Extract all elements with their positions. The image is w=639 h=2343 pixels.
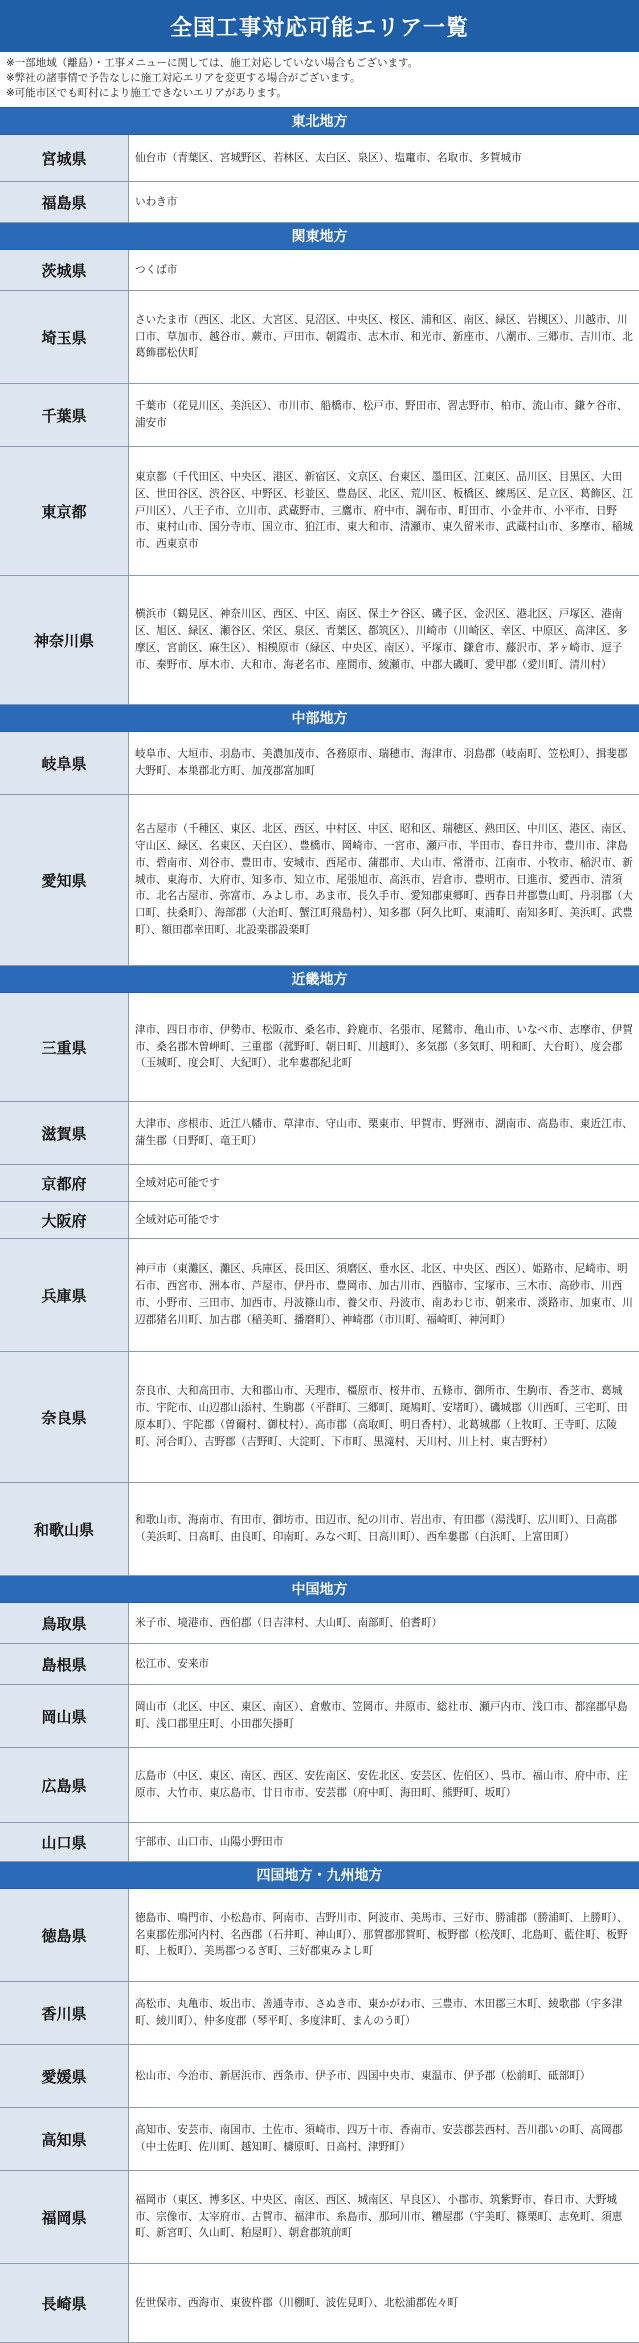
- prefecture-name: 高知県: [0, 2108, 129, 2170]
- city-list: [129, 1102, 639, 1164]
- region-header: 近畿地方: [0, 966, 639, 993]
- prefecture-name: 福島県: [0, 182, 129, 222]
- city-list-text: 津市、四日市市、伊勢市、松阪市、桑名市、鈴鹿市、名張市、尾鷲市、亀山市、いなべ市、志摩市、伊賀市、桑名郡木曽岬町、三重郡（菰野町、朝日町、川越町）、多気郡（多気町、明和町、大台町）、度会郡（玉城町、度会町、大紀町）、北牟婁郡紀北町: [135, 1023, 633, 1070]
- city-list: [129, 993, 639, 1101]
- table-row: [0, 2171, 639, 2264]
- city-list: [129, 1823, 639, 1861]
- city-list-text: 全域対応可能です: [135, 1213, 220, 1226]
- city-list-text: 和歌山市、海南市、有田市、御坊市、田辺市、紀の川市、岩出市、有田郡（湯浅町、広川町）、日高郡（美浜町、日高町、由良町、印南町、みなべ町、日高川町）、西牟婁郡（白浜町、上富田町）: [135, 1514, 618, 1543]
- table-row: [0, 447, 639, 576]
- city-list-text: いわき市: [135, 195, 178, 208]
- table-row: [0, 1102, 639, 1165]
- table-row: [0, 993, 639, 1102]
- region-header: 東北地方: [0, 108, 639, 135]
- table-row: [0, 1352, 639, 1483]
- prefecture-name: 茨城県: [0, 250, 129, 290]
- prefecture-name: 岐阜県: [0, 732, 129, 794]
- table-row: [0, 1823, 639, 1862]
- city-list-text: 東京都（千代田区、中央区、港区、新宿区、文京区、台東区、墨田区、江東区、品川区、目黒区、大田区、世田谷区、渋谷区、中野区、杉並区、豊島区、北区、荒川区、板橋区、練馬区、足立区、葛飾区、江戸川区）、八王子市、立川市、武蔵野市、三鷹市、府中市、調布市、町田市、小金井市、小平市、日野市、東村山市、国分寺市、国立市、狛江市、東大和市、清瀬市、東久留米市、武蔵村山市、多摩市、稲城市、西東京市: [135, 471, 633, 551]
- table-row: [0, 1748, 639, 1823]
- city-list-text: 名古屋市（千種区、東区、北区、西区、中村区、中区、昭和区、瑞穂区、熱田区、中川区、港区、南区、守山区、緑区、名東区、天白区）、豊橋市、岡崎市、一宮市、瀬戸市、半田市、春日井市、豊川市、津島市、碧南市、刈谷市、豊田市、安城市、西尾市、蒲郡市、犬山市、常滑市、江南市、小牧市、稲沢市、新城市、東海市、大府市、知多市、知立市、尾張旭市、高浜市、岩倉市、豊明市、日進市、愛西市、清須市、北名古屋市、弥富市、みよし市、あま市、長久手市、愛知郡東郷町、西春日井郡豊山町、丹羽郡（大口町、扶桑町）、海部郡（大治町、蟹江町飛島村）、知多郡（阿久比町、東浦町、南知多町、美浜町、武豊町）、額田郡幸田町、北設楽郡設楽町: [135, 823, 633, 936]
- prefecture-name: 島根県: [0, 1644, 129, 1684]
- city-list-text: 神戸市（東灘区、灘区、兵庫区、長田区、須磨区、垂水区、北区、中央区、西区）、姫路市、尼崎市、明石市、西宮市、洲本市、芦屋市、伊丹市、豊岡市、加古川市、西脇市、宝塚市、三木市、高砂市、川西市、小野市、三田市、加西市、丹波篠山市、養父市、丹波市、南あわじ市、朝来市、淡路市、加東市、川辺郡猪名川町、加古郡（稲美町、播磨町）、神崎郡（市川町、福崎町、神河町）: [135, 1263, 633, 1326]
- city-list: [129, 2108, 639, 2170]
- table-row: [0, 250, 639, 291]
- city-list-text: 全域対応可能です: [135, 1176, 220, 1189]
- table-row: [0, 2108, 639, 2171]
- city-list-text: つくば市: [135, 263, 178, 276]
- prefecture-name: 徳島県: [0, 1889, 129, 1981]
- city-list-text: 松山市、今治市、新居浜市、西条市、伊予市、四国中央市、東温市、伊予郡（松前町、砥部町）: [135, 2069, 591, 2082]
- prefecture-name: 東京都: [0, 447, 129, 575]
- city-list-text: 佐世保市、西海市、東彼杵郡（川棚町、波佐見町）、北松浦郡佐々町: [135, 2296, 459, 2309]
- region-header: 関東地方: [0, 223, 639, 250]
- table-row: [0, 1165, 639, 1202]
- prefecture-name: 奈良県: [0, 1352, 129, 1482]
- prefecture-name: 京都府: [0, 1165, 129, 1201]
- prefecture-name: 長崎県: [0, 2264, 129, 2342]
- table-row: [0, 1889, 639, 1982]
- prefecture-name: 滋賀県: [0, 1102, 129, 1164]
- city-list: [129, 1483, 639, 1575]
- note-line: ※可能市区でも町村により施工できないエリアがあります。: [6, 87, 287, 99]
- table-row: [0, 1202, 639, 1239]
- region-header: 中国地方: [0, 1576, 639, 1603]
- page-title: 全国工事対応可能エリア一覧: [0, 0, 639, 52]
- city-list: [129, 576, 639, 704]
- city-list: [129, 732, 639, 794]
- city-list: [129, 1603, 639, 1643]
- notes: [0, 52, 639, 107]
- city-list: [129, 1748, 639, 1822]
- prefecture-name: 神奈川県: [0, 576, 129, 704]
- city-list: [129, 1982, 639, 2044]
- city-list-text: 千葉市（花見川区、美浜区）、市川市、船橋市、松戸市、野田市、習志野市、柏市、流山市、鎌ケ谷市、浦安市: [135, 400, 628, 429]
- city-list: [129, 1644, 639, 1684]
- table-row: [0, 1685, 639, 1748]
- prefecture-name: 香川県: [0, 1982, 129, 2044]
- city-list: [129, 250, 639, 290]
- prefecture-name: 埼玉県: [0, 291, 129, 383]
- city-list: [129, 795, 639, 965]
- table-row: [0, 795, 639, 966]
- city-list: [129, 1202, 639, 1238]
- city-list-text: 徳島市、鳴門市、小松島市、阿南市、吉野川市、阿波市、美馬市、三好市、勝浦郡（勝浦町、上勝町）、名東郡佐那河内村、名西郡（石井町、神山町）、那賀郡那賀町、板野郡（松茂町、北島町、藍住町、板野町、上板町）、美馬郡つるぎ町、三好郡東みよし町: [135, 1911, 628, 1958]
- region-header: 四国地方・九州地方: [0, 1862, 639, 1889]
- city-list-text: 岐阜市、大垣市、羽島市、美濃加茂市、各務原市、瑞穂市、海津市、羽島郡（岐南町、笠松町）、揖斐郡大野町、本巣郡北方町、加茂郡富加町: [135, 748, 628, 777]
- table-row: [0, 384, 639, 447]
- city-list-text: 横浜市（鶴見区、神奈川区、西区、中区、南区、保土ケ谷区、磯子区、金沢区、港北区、戸塚区、港南区、旭区、緑区、瀬谷区、栄区、泉区、青葉区、都筑区）、川崎市（川崎区、幸区、中原区、高津区、多摩区、宮前区、麻生区）、相模原市（緑区、中央区、南区）、平塚市、鎌倉市、藤沢市、茅ヶ崎市、逗子市、秦野市、厚木市、大和市、海老名市、座間市、綾瀬市、中郡大磯町、愛甲郡（愛川町、清川村）: [135, 608, 628, 671]
- prefecture-name: 愛媛県: [0, 2045, 129, 2107]
- city-list: [129, 447, 639, 575]
- city-list-text: 奈良市、大和高田市、大和郡山市、天理市、橿原市、桜井市、五條市、御所市、生駒市、香芝市、葛城市、宇陀市、山辺郡山添村、生駒郡（平群町、三郷町、斑鳩町、安堵町）、磯城郡（川西町、三宅町、田原本町）、宇陀郡（曽爾村、御杖村）、高市郡（高取町、明日香村）、北葛城郡（上牧町、王寺町、広陵町、河合町）、吉野郡（吉野町、大淀町、下市町、黒滝村、天川村、川上村、東吉野村）: [135, 1385, 628, 1448]
- city-list-text: 松江市、安来市: [135, 1657, 210, 1670]
- city-list: [129, 1239, 639, 1351]
- city-list-text: 宇部市、山口市、山陽小野田市: [135, 1835, 284, 1848]
- city-list-text: 米子市、境港市、西伯郡（日吉津村、大山町、南部町、伯耆町）: [135, 1616, 443, 1629]
- city-list-text: 岡山市（北区、中区、東区、南区）、倉敷市、笠岡市、井原市、総社市、瀬戸内市、浅口市、都窪郡早島町、浅口郡里庄町、小田郡矢掛町: [135, 1701, 628, 1730]
- region-header: 中部地方: [0, 705, 639, 732]
- table-row: [0, 291, 639, 384]
- city-list: [129, 135, 639, 181]
- area-table: [0, 107, 639, 2343]
- table-row: [0, 135, 639, 182]
- note-line: ※一部地域（離島）・工事メニューに関しては、施工対応していない場合もございます。: [6, 57, 419, 69]
- city-list-text: 高知市、安芸市、南国市、土佐市、須崎市、四万十市、香南市、安芸郡芸西村、吾川郡いの町、高岡郡（中土佐町、佐川町、越知町、檮原町、日高村、津野町）: [135, 2124, 623, 2153]
- prefecture-name: 宮城県: [0, 135, 129, 181]
- city-list: [129, 182, 639, 222]
- city-list: [129, 1352, 639, 1482]
- prefecture-name: 岡山県: [0, 1685, 129, 1747]
- prefecture-name: 千葉県: [0, 384, 129, 446]
- table-row: [0, 1603, 639, 1644]
- prefecture-name: 広島県: [0, 1748, 129, 1822]
- city-list: [129, 2264, 639, 2342]
- table-row: [0, 1239, 639, 1352]
- city-list-text: 広島市（中区、東区、南区、西区、安佐南区、安佐北区、安芸区、佐伯区）、呉市、福山市、府中市、庄原市、大竹市、東広島市、廿日市市、安芸郡（府中町、海田町、熊野町、坂町）: [135, 1770, 628, 1799]
- city-list-text: 高松市、丸亀市、坂出市、善通寺市、さぬき市、東かがわ市、三豊市、木田郡三木町、綾歌郡（宇多津町、綾川町）、仲多度郡（琴平町、多度津町、まんのう町）: [135, 1998, 623, 2027]
- table-row: [0, 2264, 639, 2343]
- city-list: [129, 291, 639, 383]
- note-line: ※弊社の諸事情で予告なしに施工対応エリアを変更する場合がございます。: [6, 72, 361, 84]
- city-list: [129, 2045, 639, 2107]
- city-list: [129, 1889, 639, 1981]
- city-list: [129, 1685, 639, 1747]
- prefecture-name: 三重県: [0, 993, 129, 1101]
- prefecture-name: 福岡県: [0, 2171, 129, 2263]
- city-list-text: 福岡市（東区、博多区、中央区、南区、西区、城南区、早良区）、小郡市、筑紫野市、春日市、大野城市、宗像市、太宰府市、古賀市、福津市、糸島市、那珂川市、糟屋郡（宇美町、篠栗町、志免町、須恵町、新宮町、久山町、粕屋町）、朝倉郡筑前町: [135, 2193, 623, 2240]
- table-row: [0, 1483, 639, 1576]
- city-list-text: さいたま市（西区、北区、大宮区、見沼区、中央区、桜区、浦和区、南区、緑区、岩槻区）、川越市、川口市、草加市、越谷市、蕨市、戸田市、朝霞市、志木市、和光市、新座市、八潮市、三郷市、吉川市、北葛飾郡松伏町: [135, 313, 633, 360]
- prefecture-name: 大阪府: [0, 1202, 129, 1238]
- city-list: [129, 2171, 639, 2263]
- prefecture-name: 鳥取県: [0, 1603, 129, 1643]
- table-row: [0, 1644, 639, 1685]
- city-list: [129, 1165, 639, 1201]
- prefecture-name: 山口県: [0, 1823, 129, 1861]
- table-row: [0, 732, 639, 795]
- table-row: [0, 2045, 639, 2108]
- city-list-text: 仙台市（青葉区、宮城野区、若林区、太白区、泉区）、塩竃市、名取市、多賀城市: [135, 151, 522, 164]
- prefecture-name: 和歌山県: [0, 1483, 129, 1575]
- prefecture-name: 兵庫県: [0, 1239, 129, 1351]
- city-list-text: 大津市、彦根市、近江八幡市、草津市、守山市、栗東市、甲賀市、野洲市、湖南市、高島市、東近江市、蒲生郡（日野町、竜王町）: [135, 1118, 633, 1147]
- prefecture-name: 愛知県: [0, 795, 129, 965]
- table-row: [0, 576, 639, 705]
- city-list: [129, 384, 639, 446]
- table-row: [0, 1982, 639, 2045]
- table-row: [0, 182, 639, 223]
